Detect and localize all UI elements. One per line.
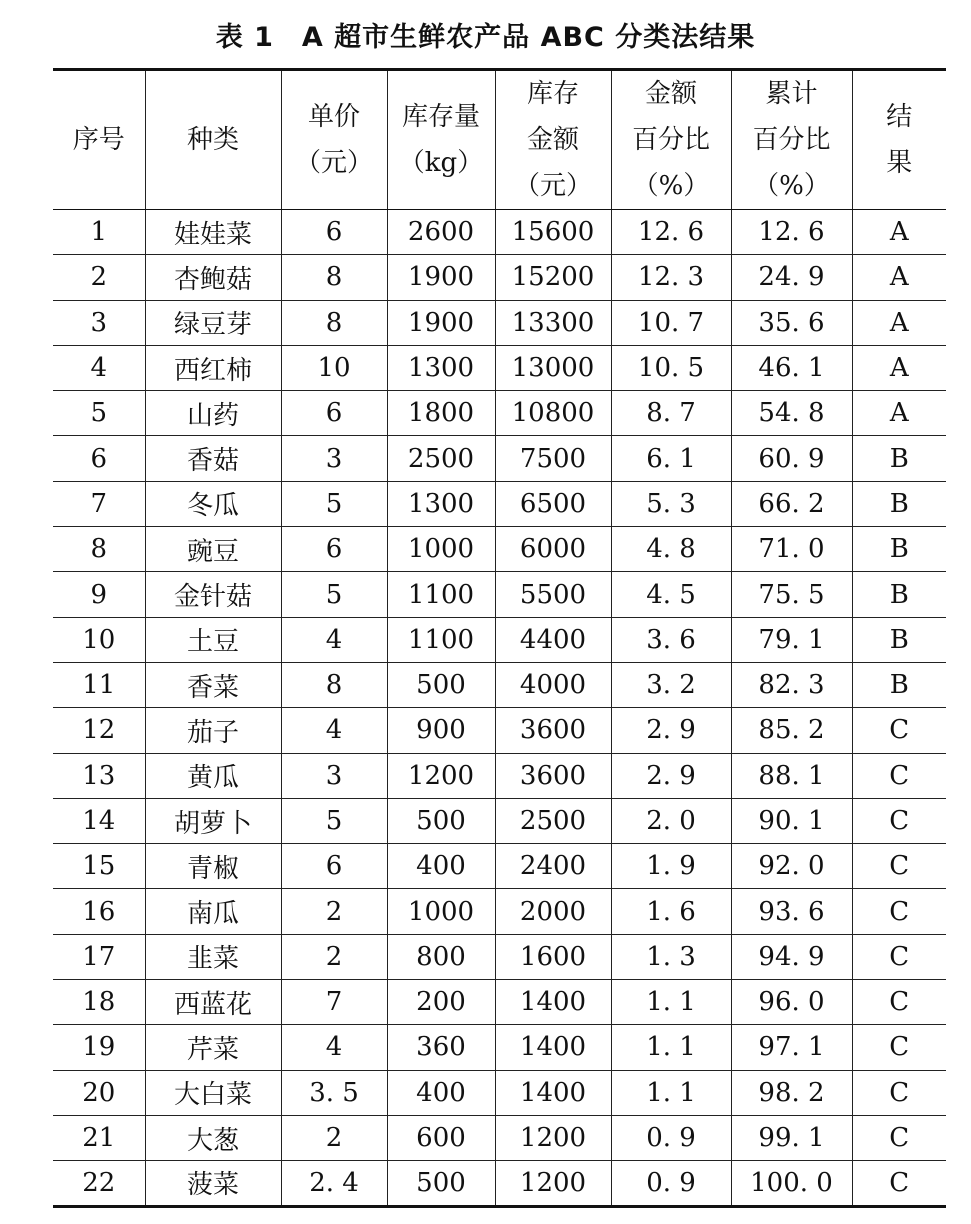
header-cell-unit-price: 单价 （元） [281,70,387,210]
cell-cumulative-percent: 71. 0 [731,527,852,572]
table-row [53,1025,946,1070]
cell-stock-qty: 1000 [387,527,495,572]
table-row [53,844,946,889]
cell-index: 5 [53,391,145,436]
cell-result: C [852,798,946,843]
cell-category: 南瓜 [145,889,281,934]
cell-amount-percent: 2. 9 [611,753,731,798]
table-row [53,753,946,798]
cell-cumulative-percent: 85. 2 [731,708,852,753]
cell-amount-percent: 2. 9 [611,708,731,753]
cell-cumulative-percent: 24. 9 [731,255,852,300]
table-body [53,210,946,1207]
cell-index: 19 [53,1025,145,1070]
table-row [53,527,946,572]
cell-result: C [852,753,946,798]
cell-unit-price: 2 [281,1115,387,1160]
table-row [53,1115,946,1160]
cell-result: C [852,1115,946,1160]
cell-index: 14 [53,798,145,843]
cell-unit-price: 2 [281,889,387,934]
cell-stock-amount: 2000 [495,889,611,934]
cell-stock-amount: 2500 [495,798,611,843]
cell-category: 香菜 [145,662,281,707]
cell-cumulative-percent: 94. 9 [731,934,852,979]
cell-stock-amount: 1200 [495,1161,611,1206]
cell-stock-amount: 4400 [495,617,611,662]
cell-amount-percent: 0. 9 [611,1161,731,1206]
table-row [53,345,946,390]
cell-amount-percent: 1. 3 [611,934,731,979]
cell-stock-amount: 3600 [495,708,611,753]
cell-index: 16 [53,889,145,934]
cell-index: 15 [53,844,145,889]
table-row [53,798,946,843]
cell-cumulative-percent: 97. 1 [731,1025,852,1070]
cell-result: A [852,255,946,300]
table-row [53,708,946,753]
cell-cumulative-percent: 100. 0 [731,1161,852,1206]
cell-stock-qty: 1300 [387,481,495,526]
cell-stock-qty: 400 [387,844,495,889]
cell-cumulative-percent: 12. 6 [731,210,852,255]
cell-category: 黄瓜 [145,753,281,798]
cell-stock-amount: 13000 [495,345,611,390]
table-row [53,617,946,662]
cell-unit-price: 5 [281,481,387,526]
cell-index: 17 [53,934,145,979]
cell-result: C [852,889,946,934]
cell-stock-qty: 360 [387,1025,495,1070]
cell-unit-price: 3 [281,436,387,481]
cell-cumulative-percent: 90. 1 [731,798,852,843]
cell-category: 菠菜 [145,1161,281,1206]
cell-stock-amount: 1200 [495,1115,611,1160]
cell-amount-percent: 3. 6 [611,617,731,662]
cell-result: B [852,481,946,526]
cell-cumulative-percent: 82. 3 [731,662,852,707]
cell-index: 11 [53,662,145,707]
cell-amount-percent: 2. 0 [611,798,731,843]
cell-unit-price: 3 [281,753,387,798]
cell-unit-price: 8 [281,300,387,345]
cell-cumulative-percent: 96. 0 [731,980,852,1025]
cell-stock-amount: 15200 [495,255,611,300]
cell-stock-qty: 400 [387,1070,495,1115]
cell-category: 胡萝卜 [145,798,281,843]
cell-cumulative-percent: 60. 9 [731,436,852,481]
cell-stock-qty: 500 [387,1161,495,1206]
cell-category: 娃娃菜 [145,210,281,255]
header-cell-stock-qty: 库存量 （kg） [387,70,495,210]
cell-stock-qty: 1300 [387,345,495,390]
cell-unit-price: 10 [281,345,387,390]
cell-category: 杏鲍菇 [145,255,281,300]
cell-stock-amount: 15600 [495,210,611,255]
cell-result: A [852,210,946,255]
cell-amount-percent: 1. 1 [611,980,731,1025]
cell-category: 大白菜 [145,1070,281,1115]
cell-category: 山药 [145,391,281,436]
cell-category: 韭菜 [145,934,281,979]
cell-result: B [852,617,946,662]
table-row [53,1070,946,1115]
table-row [53,1161,946,1206]
cell-category: 大葱 [145,1115,281,1160]
cell-cumulative-percent: 93. 6 [731,889,852,934]
cell-unit-price: 4 [281,708,387,753]
cell-index: 9 [53,572,145,617]
cell-amount-percent: 1. 6 [611,889,731,934]
cell-stock-amount: 1600 [495,934,611,979]
cell-unit-price: 5 [281,572,387,617]
cell-result: C [852,844,946,889]
cell-stock-qty: 600 [387,1115,495,1160]
table-row [53,889,946,934]
cell-stock-qty: 1900 [387,300,495,345]
cell-result: B [852,527,946,572]
cell-unit-price: 5 [281,798,387,843]
cell-stock-qty: 500 [387,662,495,707]
cell-stock-qty: 2500 [387,436,495,481]
cell-category: 青椒 [145,844,281,889]
cell-cumulative-percent: 75. 5 [731,572,852,617]
table-row [53,662,946,707]
cell-unit-price: 4 [281,617,387,662]
cell-result: A [852,391,946,436]
cell-index: 13 [53,753,145,798]
cell-index: 21 [53,1115,145,1160]
header-cell-category: 种类 [145,70,281,210]
cell-stock-qty: 1000 [387,889,495,934]
cell-stock-amount: 1400 [495,980,611,1025]
cell-result: C [852,980,946,1025]
cell-result: B [852,572,946,617]
cell-unit-price: 6 [281,844,387,889]
cell-stock-amount: 6000 [495,527,611,572]
cell-stock-qty: 1800 [387,391,495,436]
cell-stock-amount: 13300 [495,300,611,345]
cell-unit-price: 3. 5 [281,1070,387,1115]
table-row [53,210,946,255]
cell-stock-qty: 1900 [387,255,495,300]
cell-unit-price: 4 [281,1025,387,1070]
cell-cumulative-percent: 99. 1 [731,1115,852,1160]
cell-amount-percent: 12. 3 [611,255,731,300]
cell-result: A [852,345,946,390]
cell-category: 茄子 [145,708,281,753]
cell-index: 8 [53,527,145,572]
cell-amount-percent: 8. 7 [611,391,731,436]
cell-stock-amount: 10800 [495,391,611,436]
cell-unit-price: 2. 4 [281,1161,387,1206]
cell-stock-amount: 7500 [495,436,611,481]
cell-cumulative-percent: 35. 6 [731,300,852,345]
cell-index: 22 [53,1161,145,1206]
cell-unit-price: 6 [281,391,387,436]
cell-amount-percent: 1. 1 [611,1025,731,1070]
cell-category: 金针菇 [145,572,281,617]
table-row [53,572,946,617]
table-title: 表 1 A 超市生鲜农产品 ABC 分类法结果 [215,22,756,53]
cell-index: 7 [53,481,145,526]
cell-stock-qty: 500 [387,798,495,843]
cell-cumulative-percent: 88. 1 [731,753,852,798]
cell-stock-qty: 1100 [387,572,495,617]
cell-stock-amount: 5500 [495,572,611,617]
cell-unit-price: 6 [281,527,387,572]
cell-category: 豌豆 [145,527,281,572]
cell-unit-price: 2 [281,934,387,979]
cell-amount-percent: 5. 3 [611,481,731,526]
cell-index: 6 [53,436,145,481]
cell-category: 香菇 [145,436,281,481]
cell-result: C [852,1025,946,1070]
header-row [53,70,946,210]
cell-cumulative-percent: 92. 0 [731,844,852,889]
table-row [53,980,946,1025]
cell-result: C [852,934,946,979]
header-cell-cumulative-percent: 累计 百分比 （%） [731,70,852,210]
table-row [53,391,946,436]
cell-index: 10 [53,617,145,662]
cell-category: 芹菜 [145,1025,281,1070]
cell-stock-amount: 4000 [495,662,611,707]
abc-classification-table [53,68,946,1208]
cell-cumulative-percent: 98. 2 [731,1070,852,1115]
cell-amount-percent: 4. 8 [611,527,731,572]
cell-stock-amount: 2400 [495,844,611,889]
cell-stock-amount: 6500 [495,481,611,526]
cell-stock-qty: 900 [387,708,495,753]
cell-stock-amount: 1400 [495,1025,611,1070]
table-row [53,934,946,979]
cell-category: 土豆 [145,617,281,662]
table-row [53,436,946,481]
cell-unit-price: 8 [281,662,387,707]
cell-unit-price: 6 [281,210,387,255]
cell-amount-percent: 3. 2 [611,662,731,707]
cell-category: 西红柿 [145,345,281,390]
cell-amount-percent: 1. 1 [611,1070,731,1115]
cell-result: B [852,436,946,481]
cell-index: 1 [53,210,145,255]
cell-stock-qty: 1200 [387,753,495,798]
header-cell-amount-percent: 金额 百分比 （%） [611,70,731,210]
cell-stock-amount: 1400 [495,1070,611,1115]
table-row [53,481,946,526]
cell-index: 3 [53,300,145,345]
cell-cumulative-percent: 66. 2 [731,481,852,526]
cell-amount-percent: 10. 5 [611,345,731,390]
cell-result: C [852,1161,946,1206]
cell-amount-percent: 10. 7 [611,300,731,345]
table-row [53,255,946,300]
table-row [53,300,946,345]
cell-stock-qty: 2600 [387,210,495,255]
cell-index: 18 [53,980,145,1025]
cell-amount-percent: 6. 1 [611,436,731,481]
cell-index: 20 [53,1070,145,1115]
cell-stock-qty: 200 [387,980,495,1025]
cell-amount-percent: 12. 6 [611,210,731,255]
cell-amount-percent: 1. 9 [611,844,731,889]
cell-unit-price: 7 [281,980,387,1025]
cell-amount-percent: 4. 5 [611,572,731,617]
cell-result: B [852,662,946,707]
cell-result: C [852,708,946,753]
cell-index: 2 [53,255,145,300]
cell-index: 12 [53,708,145,753]
cell-stock-qty: 800 [387,934,495,979]
cell-cumulative-percent: 46. 1 [731,345,852,390]
cell-result: C [852,1070,946,1115]
cell-result: A [852,300,946,345]
header-cell-result: 结 果 [852,70,946,210]
header-cell-index: 序号 [53,70,145,210]
cell-stock-amount: 3600 [495,753,611,798]
cell-category: 冬瓜 [145,481,281,526]
cell-cumulative-percent: 79. 1 [731,617,852,662]
cell-amount-percent: 0. 9 [611,1115,731,1160]
cell-index: 4 [53,345,145,390]
cell-unit-price: 8 [281,255,387,300]
cell-category: 绿豆芽 [145,300,281,345]
header-cell-stock-amount: 库存 金额 （元） [495,70,611,210]
cell-category: 西蓝花 [145,980,281,1025]
cell-cumulative-percent: 54. 8 [731,391,852,436]
cell-stock-qty: 1100 [387,617,495,662]
